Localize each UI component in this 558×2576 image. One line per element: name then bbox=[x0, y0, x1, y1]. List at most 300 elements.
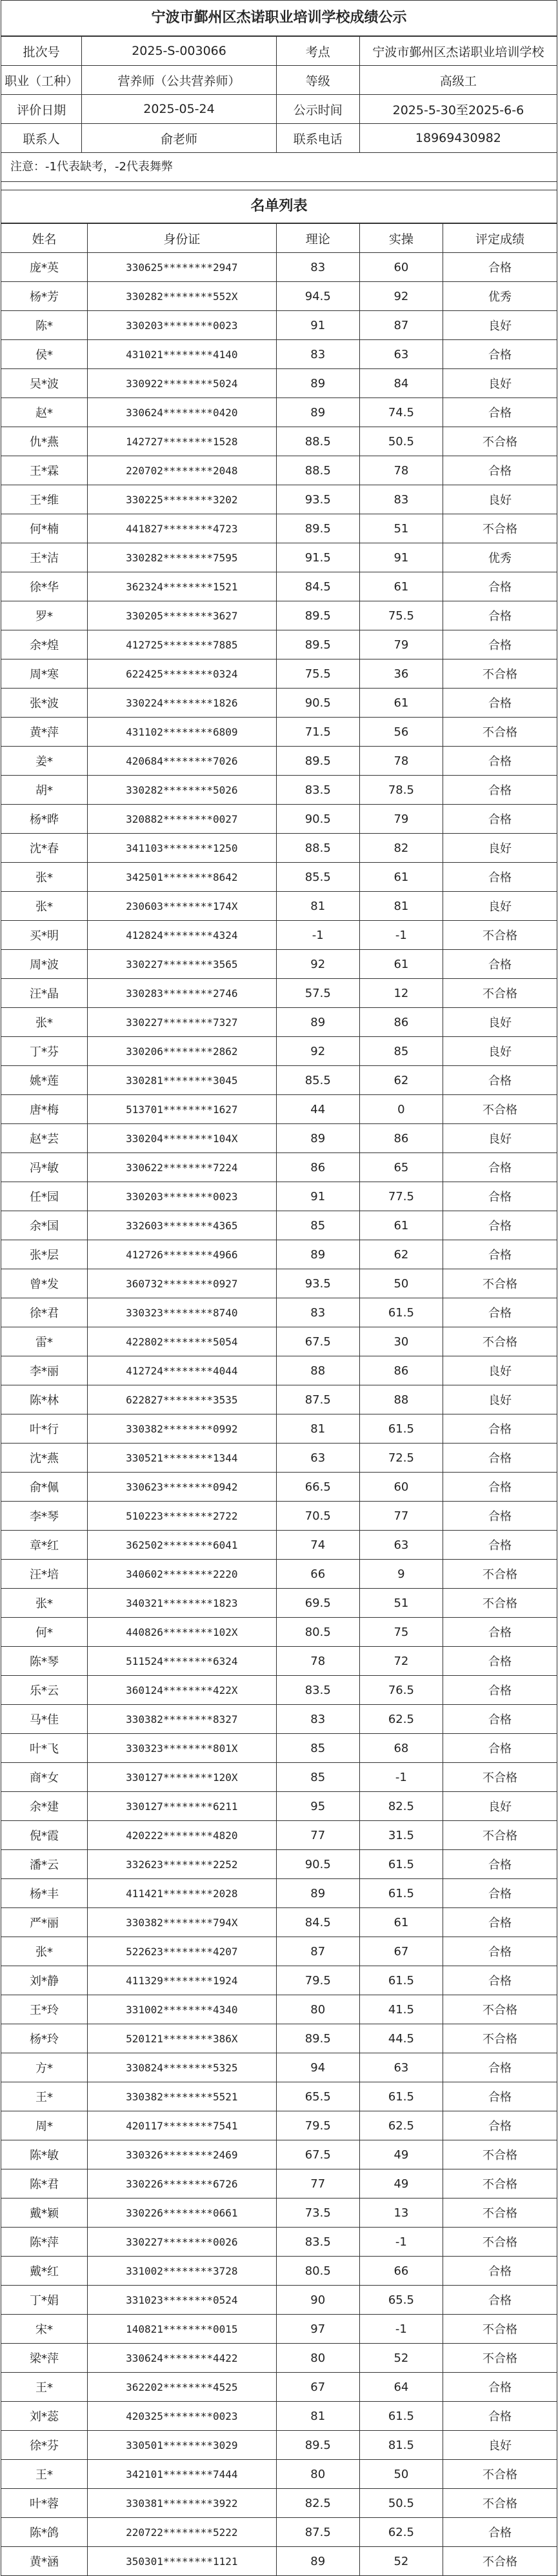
table-row bbox=[1, 718, 557, 747]
cell-practice-score: 78.5 bbox=[359, 776, 443, 805]
table-row bbox=[1, 2315, 557, 2344]
cell-grade: 优秀 bbox=[443, 282, 557, 311]
cell-theory-score: 92 bbox=[276, 1037, 359, 1066]
cell-theory-score: 88.5 bbox=[276, 456, 359, 485]
cell-id-number: 411329********1924 bbox=[87, 1966, 276, 1995]
cell-name: 马*佳 bbox=[1, 1705, 87, 1734]
cell-id-number: 330226********6726 bbox=[87, 2169, 276, 2199]
cell-id-number: 330381********3922 bbox=[87, 2489, 276, 2518]
cell-name: 王*霖 bbox=[1, 456, 87, 485]
cell-id-number: 420325********0023 bbox=[87, 2402, 276, 2431]
cell-grade: 合格 bbox=[443, 1908, 557, 1937]
table-row bbox=[1, 2431, 557, 2460]
cell-name: 黄*涵 bbox=[1, 2547, 87, 2576]
cell-grade: 合格 bbox=[443, 2111, 557, 2140]
table-row bbox=[1, 1385, 557, 1414]
cell-theory-score: 90.5 bbox=[276, 805, 359, 834]
column-header-grade: 评定成绩 bbox=[443, 224, 557, 253]
cell-theory-score: 89.5 bbox=[276, 514, 359, 543]
cell-id-number: 320882********0027 bbox=[87, 805, 276, 834]
cell-theory-score: 80 bbox=[276, 1995, 359, 2024]
cell-grade: 不合格 bbox=[443, 2228, 557, 2257]
batch-label: 批次号 bbox=[1, 37, 82, 66]
table-row bbox=[1, 979, 557, 1008]
cell-name: 沈*春 bbox=[1, 834, 87, 863]
cell-practice-score: 62.5 bbox=[359, 1705, 443, 1734]
cell-practice-score: 79 bbox=[359, 630, 443, 659]
table-row bbox=[1, 369, 557, 398]
cell-name: 汪*晶 bbox=[1, 979, 87, 1008]
cell-theory-score: 84.5 bbox=[276, 572, 359, 601]
table-row bbox=[1, 2024, 557, 2053]
cell-id-number: 422802********5054 bbox=[87, 1327, 276, 1356]
table-row bbox=[1, 2199, 557, 2228]
table-row bbox=[1, 2402, 557, 2431]
cell-name: 沈*燕 bbox=[1, 1444, 87, 1473]
cell-practice-score: -1 bbox=[359, 2315, 443, 2344]
table-row bbox=[1, 2489, 557, 2518]
cell-grade: 良好 bbox=[443, 1037, 557, 1066]
cell-name: 周*寒 bbox=[1, 659, 87, 689]
cell-name: 吴*波 bbox=[1, 369, 87, 398]
table-row bbox=[1, 2169, 557, 2199]
cell-name: 雷* bbox=[1, 1327, 87, 1356]
table-row bbox=[1, 1211, 557, 1240]
column-header-practice: 实操 bbox=[359, 224, 443, 253]
cell-grade: 合格 bbox=[443, 1850, 557, 1879]
cell-id-number: 622425********0324 bbox=[87, 659, 276, 689]
cell-practice-score: 61.5 bbox=[359, 1966, 443, 1995]
table-row bbox=[1, 834, 557, 863]
cell-id-number: 330625********2947 bbox=[87, 253, 276, 282]
table-row bbox=[1, 311, 557, 340]
cell-id-number: 342501********8642 bbox=[87, 863, 276, 892]
cell-practice-score: 72.5 bbox=[359, 1444, 443, 1473]
cell-name: 商*女 bbox=[1, 1763, 87, 1792]
cell-name: 王* bbox=[1, 2460, 87, 2489]
cell-theory-score: 88.5 bbox=[276, 427, 359, 456]
table-row bbox=[1, 1124, 557, 1153]
cell-id-number: 220702********2048 bbox=[87, 456, 276, 485]
cell-practice-score: 85 bbox=[359, 1037, 443, 1066]
cell-practice-score: 52 bbox=[359, 2547, 443, 2576]
cell-id-number: 513701********1627 bbox=[87, 1095, 276, 1124]
table-row bbox=[1, 1269, 557, 1298]
cell-id-number: 330282********552X bbox=[87, 282, 276, 311]
table-row bbox=[1, 2257, 557, 2286]
table-row bbox=[1, 1153, 557, 1182]
info-row-job bbox=[1, 66, 557, 95]
cell-grade: 不合格 bbox=[443, 2547, 557, 2576]
cell-id-number: 440826********102X bbox=[87, 1618, 276, 1647]
cell-theory-score: 85 bbox=[276, 1734, 359, 1763]
cell-name: 张*波 bbox=[1, 689, 87, 718]
cell-practice-score: 56 bbox=[359, 718, 443, 747]
cell-practice-score: 81.5 bbox=[359, 2431, 443, 2460]
cell-id-number: 330824********5325 bbox=[87, 2053, 276, 2082]
cell-name: 陈* bbox=[1, 311, 87, 340]
cell-id-number: 342101********7444 bbox=[87, 2460, 276, 2489]
cell-grade: 合格 bbox=[443, 1531, 557, 1560]
table-row bbox=[1, 689, 557, 718]
table-row bbox=[1, 1589, 557, 1618]
column-header-id: 身份证 bbox=[87, 224, 276, 253]
cell-name: 庞*英 bbox=[1, 253, 87, 282]
cell-theory-score: 89 bbox=[276, 1008, 359, 1037]
cell-grade: 良好 bbox=[443, 2431, 557, 2460]
cell-id-number: 330326********2469 bbox=[87, 2140, 276, 2169]
cell-grade: 不合格 bbox=[443, 2140, 557, 2169]
table-row bbox=[1, 2344, 557, 2373]
cell-id-number: 330283********2746 bbox=[87, 979, 276, 1008]
cell-practice-score: 78 bbox=[359, 456, 443, 485]
cell-grade: 合格 bbox=[443, 1676, 557, 1705]
eval-date-value: 2025-05-24 bbox=[82, 95, 276, 124]
cell-grade: 合格 bbox=[443, 630, 557, 659]
table-row bbox=[1, 2373, 557, 2402]
cell-theory-score: 90 bbox=[276, 2286, 359, 2315]
cell-grade: 合格 bbox=[443, 1298, 557, 1327]
table-row bbox=[1, 253, 557, 282]
table-row bbox=[1, 1879, 557, 1908]
cell-name: 何*楠 bbox=[1, 514, 87, 543]
cell-id-number: 230603********174X bbox=[87, 892, 276, 921]
table-row bbox=[1, 1473, 557, 1502]
cell-grade: 不合格 bbox=[443, 1763, 557, 1792]
cell-name: 方* bbox=[1, 2053, 87, 2082]
cell-practice-score: 41.5 bbox=[359, 1995, 443, 2024]
result-notice-page bbox=[1, 0, 557, 2576]
cell-name: 张* bbox=[1, 1937, 87, 1966]
cell-practice-score: 52 bbox=[359, 2344, 443, 2373]
cell-id-number: 330382********794X bbox=[87, 1908, 276, 1937]
cell-name: 余*建 bbox=[1, 1792, 87, 1821]
cell-grade: 合格 bbox=[443, 1240, 557, 1269]
publicity-label: 公示时间 bbox=[276, 95, 359, 124]
cell-name: 徐*君 bbox=[1, 1298, 87, 1327]
cell-theory-score: 67 bbox=[276, 2373, 359, 2402]
cell-practice-score: 61.5 bbox=[359, 1414, 443, 1444]
cell-practice-score: 62.5 bbox=[359, 2518, 443, 2547]
cell-name: 刘*蕊 bbox=[1, 2402, 87, 2431]
table-row bbox=[1, 1937, 557, 1966]
cell-theory-score: 93.5 bbox=[276, 485, 359, 514]
cell-id-number: 330282********5026 bbox=[87, 776, 276, 805]
table-row bbox=[1, 1676, 557, 1705]
cell-practice-score: 87 bbox=[359, 311, 443, 340]
cell-theory-score: 80 bbox=[276, 2460, 359, 2489]
table-row bbox=[1, 1356, 557, 1385]
cell-id-number: 330323********801X bbox=[87, 1734, 276, 1763]
table-row bbox=[1, 601, 557, 630]
cell-practice-score: 62.5 bbox=[359, 2111, 443, 2140]
cell-grade: 合格 bbox=[443, 572, 557, 601]
cell-id-number: 330203********0023 bbox=[87, 1182, 276, 1211]
cell-name: 杨*丰 bbox=[1, 1879, 87, 1908]
cell-theory-score: 75.5 bbox=[276, 659, 359, 689]
cell-id-number: 330622********7224 bbox=[87, 1153, 276, 1182]
cell-grade: 合格 bbox=[443, 1444, 557, 1473]
cell-practice-score: 81 bbox=[359, 892, 443, 921]
cell-grade: 合格 bbox=[443, 2286, 557, 2315]
score-table-body bbox=[1, 253, 557, 2576]
table-row bbox=[1, 747, 557, 776]
cell-grade: 良好 bbox=[443, 1792, 557, 1821]
cell-practice-score: 63 bbox=[359, 1531, 443, 1560]
eval-date-label: 评价日期 bbox=[1, 95, 82, 124]
cell-practice-score: 65 bbox=[359, 1153, 443, 1182]
cell-grade: 不合格 bbox=[443, 2169, 557, 2199]
cell-id-number: 520121********386X bbox=[87, 2024, 276, 2053]
cell-practice-score: 88 bbox=[359, 1385, 443, 1414]
cell-theory-score: 83 bbox=[276, 340, 359, 369]
cell-theory-score: 80.5 bbox=[276, 1618, 359, 1647]
cell-name: 张*层 bbox=[1, 1240, 87, 1269]
cell-practice-score: -1 bbox=[359, 2228, 443, 2257]
cell-practice-score: 61 bbox=[359, 689, 443, 718]
cell-id-number: 330624********4422 bbox=[87, 2344, 276, 2373]
cell-id-number: 431021********4140 bbox=[87, 340, 276, 369]
site-value: 宁波市鄞州区杰诺职业培训学校 bbox=[359, 37, 557, 66]
cell-grade: 良好 bbox=[443, 1356, 557, 1385]
cell-grade: 不合格 bbox=[443, 1327, 557, 1356]
cell-theory-score: 89 bbox=[276, 1240, 359, 1269]
table-row bbox=[1, 1298, 557, 1327]
cell-practice-score: 62 bbox=[359, 1240, 443, 1269]
cell-id-number: 330521********1344 bbox=[87, 1444, 276, 1473]
cell-name: 王*玲 bbox=[1, 1995, 87, 2024]
cell-grade: 良好 bbox=[443, 485, 557, 514]
cell-name: 陈*萍 bbox=[1, 2228, 87, 2257]
cell-theory-score: -1 bbox=[276, 921, 359, 950]
cell-id-number: 340602********2220 bbox=[87, 1560, 276, 1589]
cell-name: 叶*蓉 bbox=[1, 2489, 87, 2518]
cell-practice-score: 61 bbox=[359, 572, 443, 601]
table-row bbox=[1, 2082, 557, 2111]
cell-grade: 合格 bbox=[443, 805, 557, 834]
cell-practice-score: 12 bbox=[359, 979, 443, 1008]
cell-practice-score: 9 bbox=[359, 1560, 443, 1589]
cell-practice-score: 67 bbox=[359, 1937, 443, 1966]
cell-name: 戴*红 bbox=[1, 2257, 87, 2286]
score-table-header bbox=[1, 224, 557, 253]
cell-id-number: 330624********0420 bbox=[87, 398, 276, 427]
cell-practice-score: 74.5 bbox=[359, 398, 443, 427]
contact-value: 俞老师 bbox=[82, 124, 276, 153]
job-value: 营养师（公共营养师） bbox=[82, 66, 276, 95]
cell-theory-score: 91 bbox=[276, 311, 359, 340]
cell-name: 丁*芬 bbox=[1, 1037, 87, 1066]
cell-theory-score: 87.5 bbox=[276, 2518, 359, 2547]
cell-practice-score: 61 bbox=[359, 1908, 443, 1937]
table-row bbox=[1, 630, 557, 659]
cell-practice-score: 61.5 bbox=[359, 1850, 443, 1879]
cell-grade: 合格 bbox=[443, 398, 557, 427]
cell-id-number: 341103********1250 bbox=[87, 834, 276, 863]
cell-id-number: 330227********3565 bbox=[87, 950, 276, 979]
cell-id-number: 330281********3045 bbox=[87, 1066, 276, 1095]
cell-name: 王* bbox=[1, 2373, 87, 2402]
cell-grade: 不合格 bbox=[443, 921, 557, 950]
site-label: 考点 bbox=[276, 37, 359, 66]
table-row bbox=[1, 892, 557, 921]
cell-practice-score: 60 bbox=[359, 253, 443, 282]
table-row bbox=[1, 1647, 557, 1676]
cell-grade: 不合格 bbox=[443, 1995, 557, 2024]
table-row bbox=[1, 1008, 557, 1037]
table-row bbox=[1, 2228, 557, 2257]
cell-id-number: 330623********0942 bbox=[87, 1473, 276, 1502]
cell-id-number: 330204********104X bbox=[87, 1124, 276, 1153]
cell-practice-score: 79 bbox=[359, 805, 443, 834]
table-row bbox=[1, 1182, 557, 1211]
cell-grade: 合格 bbox=[443, 456, 557, 485]
cell-name: 陈*鸽 bbox=[1, 2518, 87, 2547]
page-title: 宁波市鄞州区杰诺职业培训学校成绩公示 bbox=[1, 0, 557, 36]
cell-practice-score: 30 bbox=[359, 1327, 443, 1356]
cell-theory-score: 93.5 bbox=[276, 1269, 359, 1298]
cell-grade: 合格 bbox=[443, 1182, 557, 1211]
column-header-theory: 理论 bbox=[276, 224, 359, 253]
cell-id-number: 220722********5222 bbox=[87, 2518, 276, 2547]
cell-practice-score: 83 bbox=[359, 485, 443, 514]
cell-grade: 良好 bbox=[443, 311, 557, 340]
cell-id-number: 420117********7541 bbox=[87, 2111, 276, 2140]
cell-grade: 不合格 bbox=[443, 1095, 557, 1124]
cell-id-number: 510223********2722 bbox=[87, 1502, 276, 1531]
cell-name: 徐*华 bbox=[1, 572, 87, 601]
cell-theory-score: 97 bbox=[276, 2315, 359, 2344]
table-row bbox=[1, 776, 557, 805]
cell-theory-score: 69.5 bbox=[276, 1589, 359, 1618]
cell-theory-score: 89 bbox=[276, 1879, 359, 1908]
cell-id-number: 140821********0015 bbox=[87, 2315, 276, 2344]
cell-theory-score: 83.5 bbox=[276, 2228, 359, 2257]
cell-id-number: 362502********6041 bbox=[87, 1531, 276, 1560]
table-row bbox=[1, 1560, 557, 1589]
cell-id-number: 420222********4820 bbox=[87, 1821, 276, 1850]
cell-practice-score: 51 bbox=[359, 514, 443, 543]
table-row bbox=[1, 1705, 557, 1734]
exam-info-table bbox=[1, 36, 557, 153]
cell-theory-score: 66.5 bbox=[276, 1473, 359, 1502]
cell-id-number: 511524********6324 bbox=[87, 1647, 276, 1676]
cell-practice-score: 0 bbox=[359, 1095, 443, 1124]
cell-name: 丁*娟 bbox=[1, 2286, 87, 2315]
cell-theory-score: 85.5 bbox=[276, 863, 359, 892]
cell-grade: 合格 bbox=[443, 2373, 557, 2402]
cell-id-number: 142727********1528 bbox=[87, 427, 276, 456]
cell-theory-score: 57.5 bbox=[276, 979, 359, 1008]
cell-theory-score: 77 bbox=[276, 1821, 359, 1850]
table-row bbox=[1, 2518, 557, 2547]
cell-grade: 合格 bbox=[443, 1153, 557, 1182]
cell-grade: 良好 bbox=[443, 892, 557, 921]
cell-theory-score: 91.5 bbox=[276, 543, 359, 572]
cell-name: 杨*晔 bbox=[1, 805, 87, 834]
cell-id-number: 441827********4723 bbox=[87, 514, 276, 543]
cell-name: 刘*静 bbox=[1, 1966, 87, 1995]
cell-name: 陈*琴 bbox=[1, 1647, 87, 1676]
cell-practice-score: 13 bbox=[359, 2199, 443, 2228]
cell-grade: 不合格 bbox=[443, 2024, 557, 2053]
cell-grade: 合格 bbox=[443, 2402, 557, 2431]
cell-theory-score: 89.5 bbox=[276, 601, 359, 630]
cell-id-number: 350301********1121 bbox=[87, 2547, 276, 2576]
cell-grade: 合格 bbox=[443, 2082, 557, 2111]
info-row-date bbox=[1, 95, 557, 124]
cell-name: 汪*培 bbox=[1, 1560, 87, 1589]
cell-practice-score: 82.5 bbox=[359, 1792, 443, 1821]
cell-theory-score: 80 bbox=[276, 2344, 359, 2373]
cell-name: 叶*行 bbox=[1, 1414, 87, 1444]
cell-grade: 合格 bbox=[443, 1211, 557, 1240]
cell-id-number: 330282********7595 bbox=[87, 543, 276, 572]
cell-practice-score: 77 bbox=[359, 1502, 443, 1531]
info-row-batch bbox=[1, 37, 557, 66]
table-row bbox=[1, 485, 557, 514]
cell-theory-score: 63 bbox=[276, 1444, 359, 1473]
cell-id-number: 360124********422X bbox=[87, 1676, 276, 1705]
cell-theory-score: 89 bbox=[276, 2547, 359, 2576]
cell-practice-score: 44.5 bbox=[359, 2024, 443, 2053]
cell-theory-score: 83 bbox=[276, 1298, 359, 1327]
table-row bbox=[1, 2111, 557, 2140]
cell-theory-score: 85 bbox=[276, 1763, 359, 1792]
cell-theory-score: 89.5 bbox=[276, 2431, 359, 2460]
cell-theory-score: 79.5 bbox=[276, 2111, 359, 2140]
cell-name: 仇*燕 bbox=[1, 427, 87, 456]
cell-id-number: 330227********7327 bbox=[87, 1008, 276, 1037]
cell-grade: 合格 bbox=[443, 340, 557, 369]
cell-theory-score: 94 bbox=[276, 2053, 359, 2082]
table-row bbox=[1, 1531, 557, 1560]
cell-practice-score: 31.5 bbox=[359, 1821, 443, 1850]
cell-grade: 合格 bbox=[443, 776, 557, 805]
cell-grade: 良好 bbox=[443, 1385, 557, 1414]
cell-theory-score: 88 bbox=[276, 1356, 359, 1385]
cell-practice-score: 61.5 bbox=[359, 2402, 443, 2431]
cell-name: 张* bbox=[1, 1589, 87, 1618]
cell-grade: 不合格 bbox=[443, 2489, 557, 2518]
cell-name: 杨*芳 bbox=[1, 282, 87, 311]
cell-theory-score: 89.5 bbox=[276, 2024, 359, 2053]
cell-theory-score: 83 bbox=[276, 1705, 359, 1734]
table-row bbox=[1, 1414, 557, 1444]
cell-name: 胡* bbox=[1, 776, 87, 805]
cell-grade: 合格 bbox=[443, 1414, 557, 1444]
cell-name: 姚*莲 bbox=[1, 1066, 87, 1095]
cell-practice-score: 84 bbox=[359, 369, 443, 398]
cell-grade: 合格 bbox=[443, 2257, 557, 2286]
level-value: 高级工 bbox=[359, 66, 557, 95]
cell-name: 张* bbox=[1, 1008, 87, 1037]
cell-name: 任*园 bbox=[1, 1182, 87, 1211]
cell-id-number: 340321********1823 bbox=[87, 1589, 276, 1618]
cell-grade: 良好 bbox=[443, 369, 557, 398]
cell-id-number: 330203********0023 bbox=[87, 311, 276, 340]
cell-theory-score: 94.5 bbox=[276, 282, 359, 311]
table-row bbox=[1, 398, 557, 427]
cell-id-number: 330382********5521 bbox=[87, 2082, 276, 2111]
cell-grade: 良好 bbox=[443, 834, 557, 863]
cell-name: 李*琴 bbox=[1, 1502, 87, 1531]
cell-name: 徐*芬 bbox=[1, 2431, 87, 2460]
cell-grade: 合格 bbox=[443, 1502, 557, 1531]
cell-grade: 合格 bbox=[443, 1705, 557, 1734]
cell-grade: 不合格 bbox=[443, 2344, 557, 2373]
table-row bbox=[1, 1095, 557, 1124]
